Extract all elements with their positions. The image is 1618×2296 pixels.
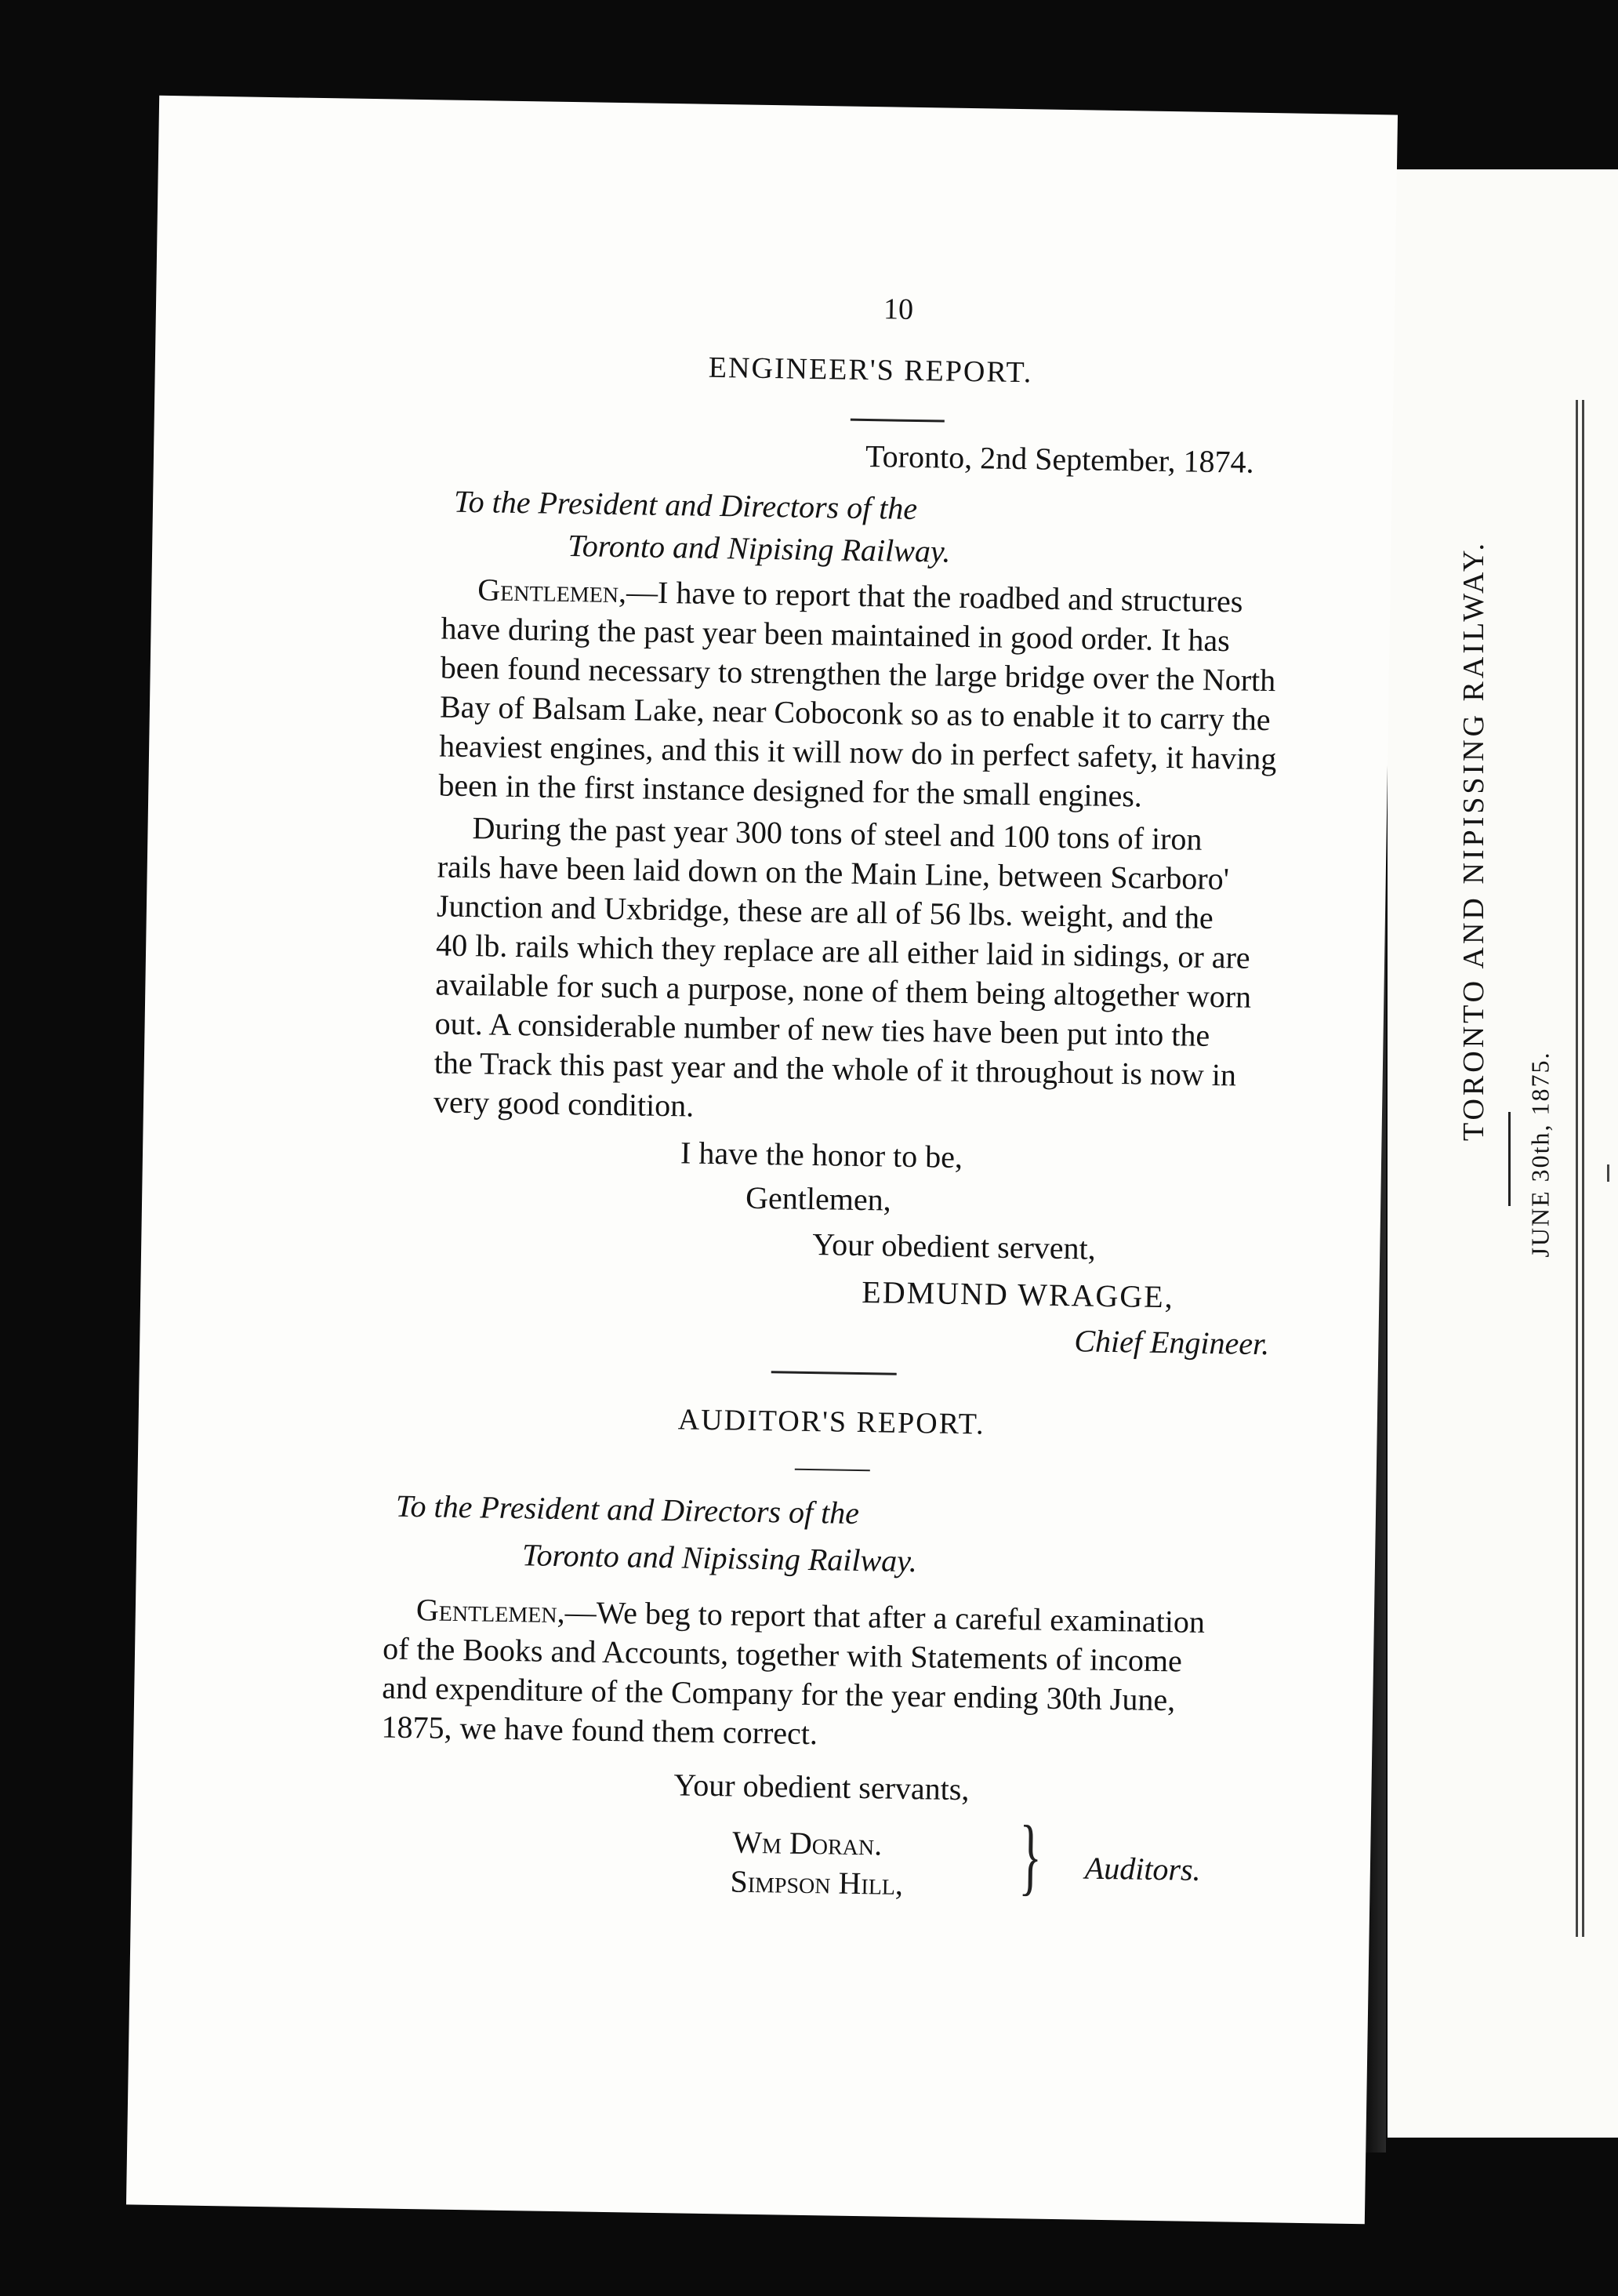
auditor-signatory: Simpson Hill, (730, 1863, 904, 1902)
closing-line: Your obedient servent, (811, 1226, 1097, 1266)
engineer-title: Chief Engineer. (1074, 1323, 1270, 1362)
spine-border-line (1582, 400, 1584, 1937)
engineer-signature: EDMUND WRAGGE, (862, 1274, 1175, 1315)
engineer-address-line-2: Toronto and Nipising Railway. (567, 528, 951, 569)
engineer-paragraph-line: Bay of Balsam Lake, near Coboconk so as to enable it to carry the (439, 688, 1271, 738)
engineer-paragraph-line: heaviest engines, and this it will now do in perfect safety, it having (438, 728, 1277, 777)
auditor-paragraph-line: Gentlemen,—We beg to report that after a careful examination (415, 1592, 1206, 1640)
engineer-paragraph-line: the Track this past year and the whole of it throughout is now in (434, 1044, 1237, 1093)
engineer-paragraph-line: Gentlemen,—I have to report that the roadbed and structures (477, 572, 1243, 619)
page-number: 10 (883, 292, 914, 326)
closing-line: Gentlemen, (745, 1179, 892, 1218)
heading-rule (851, 419, 945, 423)
spine-double-bar (1607, 1164, 1618, 1182)
engineer-paragraph-line: available for such a purpose, none of them being altogether worn (435, 966, 1252, 1015)
document-page (126, 96, 1398, 2224)
engineer-address-line-1: To the President and Directors of the (453, 483, 918, 527)
auditor-signatory: Wm Doran. (731, 1824, 883, 1862)
heading-rule (795, 1469, 870, 1472)
auditor-address-line-2: Toronto and Nipissing Railway. (521, 1537, 918, 1579)
salutation: Gentlemen, (477, 572, 627, 610)
auditor-paragraph-line: 1875, we have found them correct. (381, 1709, 818, 1752)
salutation: Gentlemen, (415, 1592, 566, 1630)
brace-glyph: } (1018, 1807, 1043, 1904)
engineer-paragraph-line: rails have been laid down on the Main Line, between Scarboro' (437, 848, 1230, 897)
auditor-paragraph-line: of the Books and Accounts, together with Statements of income (382, 1630, 1183, 1679)
engineer-paragraph-line: have during the past year been maintained in good order. It has (441, 610, 1231, 659)
auditor-closing: Your obedient servants, (673, 1767, 970, 1807)
engineer-paragraph-line: During the past year 300 tons of steel and 100 tons of iron (472, 810, 1203, 857)
engineer-paragraph-line: very good condition. (433, 1084, 695, 1124)
section-divider (771, 1371, 897, 1375)
auditor-report-heading: AUDITOR'S REPORT. (677, 1403, 985, 1441)
engineer-paragraph-line: out. A considerable number of new ties have been put into the (434, 1005, 1210, 1053)
engineer-paragraph-line: been found necessary to strengthen the large bridge over the North (440, 649, 1276, 699)
spine-divider (1508, 1112, 1511, 1206)
engineer-paragraph-line: been in the first instance designed for the small engines. (438, 767, 1143, 814)
engineer-report-heading: ENGINEER'S REPORT. (708, 351, 1033, 390)
auditor-paragraph-line: and expenditure of the Company for the year ending 30th June, (382, 1669, 1176, 1718)
auditor-address-line-1: To the President and Directors of the (395, 1488, 860, 1531)
engineer-paragraph-line: Junction and Uxbridge, these are all of 56 lbs. weight, and the (436, 888, 1214, 936)
engineer-dateline: Toronto, 2nd September, 1874. (865, 438, 1254, 480)
spine-title: TORONTO AND NIPISSING RAILWAY. (1457, 539, 1490, 1142)
spine-border-line (1576, 400, 1578, 1937)
closing-line: I have the honor to be, (680, 1135, 963, 1175)
spine-date: JUNE 30th, 1875. (1525, 1051, 1555, 1258)
engineer-paragraph-line: 40 lb. rails which they replace are all either laid in sidings, or are (435, 927, 1250, 975)
auditors-role: Auditors. (1084, 1850, 1201, 1887)
